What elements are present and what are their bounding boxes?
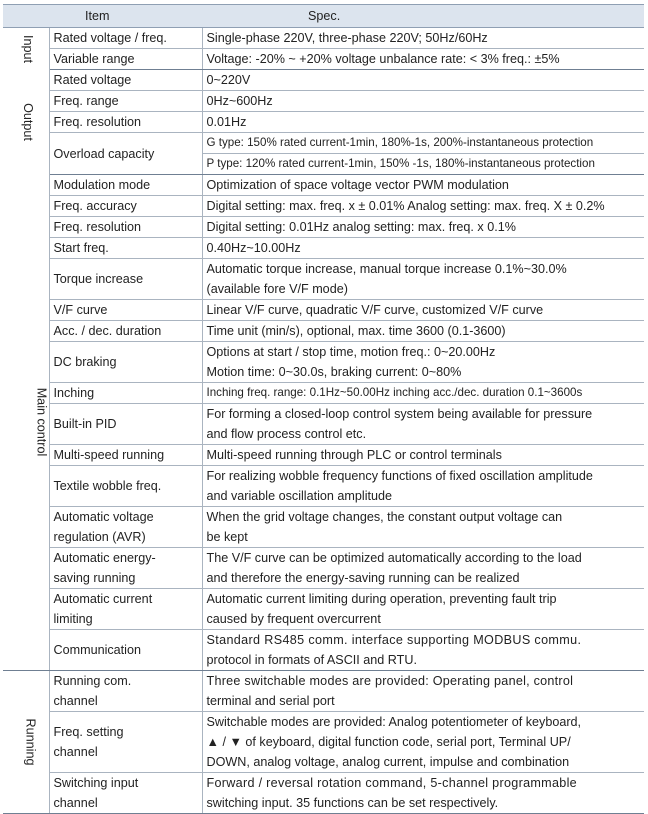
table-row [3, 321, 644, 342]
table-row [3, 112, 644, 133]
spec-cell [202, 404, 644, 445]
spec-cell [202, 548, 644, 589]
item-line: Automatic current [53, 592, 153, 606]
table-row [3, 238, 644, 259]
item-line: Freq. setting [53, 725, 124, 739]
category-running [3, 671, 49, 814]
item-cell: V/F curve [49, 300, 202, 321]
table-header-row [3, 5, 644, 28]
spec-cell: G type: 150% rated current-1min, 180%-1s, 200%-instantaneous protection [202, 133, 644, 154]
item-cell: Variable range [49, 49, 202, 70]
item-line: saving running [53, 571, 136, 585]
table-row [3, 589, 644, 630]
item-cell: Freq. range [49, 91, 202, 112]
spec-cell: Linear V/F curve, quadratic V/F curve, customized V/F curve [202, 300, 644, 321]
item-cell: Textile wobble freq. [49, 466, 202, 507]
item-line: limiting [53, 612, 93, 626]
spec-line: ▲ / ▼ of keyboard, digital function code, serial port, Terminal UP/ [206, 735, 571, 749]
spec-line: Standard RS485 comm. interface supporting MODBUS commu. [206, 633, 582, 647]
spec-line: Motion time: 0~30.0s, braking current: 0~80% [206, 365, 462, 379]
spec-line: be kept [206, 530, 248, 544]
spec-line: caused by frequent overcurrent [206, 612, 381, 626]
spec-line: Switchable modes are provided: Analog potentiometer of keyboard, [206, 715, 582, 729]
spec-line: switching input. 35 functions can be set respectively. [206, 796, 499, 810]
header-spec: Spec. [202, 5, 644, 28]
item-cell: Overload capacity [49, 133, 202, 175]
category-label: Input [20, 34, 35, 63]
spec-table [3, 4, 644, 814]
header-item: Item [49, 5, 202, 28]
category-label: Output [20, 103, 35, 141]
table-row [3, 342, 644, 383]
spec-line: Automatic torque increase, manual torque increase 0.1%~30.0% [206, 262, 567, 276]
spec-cell [202, 671, 644, 712]
spec-cell: Voltage: -20% ~ +20% voltage unbalance rate: < 3% freq.: ±5% [202, 49, 644, 70]
table-row [3, 383, 644, 404]
item-cell [49, 712, 202, 773]
item-line: regulation (AVR) [53, 530, 146, 544]
spec-line: (available fore V/F mode) [206, 282, 348, 296]
category-input [3, 28, 49, 70]
category-label: Running [23, 718, 38, 766]
table-row [3, 548, 644, 589]
spec-line: Automatic current limiting during operation, preventing fault trip [206, 592, 557, 606]
spec-line: For realizing wobble frequency functions of fixed oscillation amplitude [206, 469, 593, 483]
spec-cell: 0Hz~600Hz [202, 91, 644, 112]
spec-line: For forming a closed-loop control system being available for pressure [206, 407, 593, 421]
spec-line: The V/F curve can be optimized automatically according to the load [206, 551, 582, 565]
table-row [3, 404, 644, 445]
spec-line: and variable oscillation amplitude [206, 489, 393, 503]
item-line: channel [53, 694, 98, 708]
table-row [3, 445, 644, 466]
spec-cell [202, 712, 644, 773]
category-label: Main control [34, 387, 49, 457]
spec-cell: Time unit (min/s), optional, max. time 3600 (0.1-3600) [202, 321, 644, 342]
table-row [3, 175, 644, 196]
table-row [3, 712, 644, 773]
spec-line: and flow process control etc. [206, 427, 367, 441]
item-cell [49, 548, 202, 589]
item-line: channel [53, 745, 98, 759]
spec-cell: Digital setting: 0.01Hz analog setting: max. freq. x 0.1% [202, 217, 644, 238]
spec-cell [202, 507, 644, 548]
item-cell [49, 671, 202, 712]
spec-line: protocol in formats of ASCII and RTU. [206, 653, 417, 667]
spec-cell: Optimization of space voltage vector PWM modulation [202, 175, 644, 196]
table-row [3, 91, 644, 112]
spec-line: terminal and serial port [206, 694, 335, 708]
spec-cell: Multi-speed running through PLC or control terminals [202, 445, 644, 466]
spec-line: When the grid voltage changes, the constant output voltage can [206, 510, 563, 524]
item-cell: Rated voltage [49, 70, 202, 91]
spec-line: DOWN, analog voltage, analog current, impulse and combination [206, 755, 570, 769]
item-line: Automatic voltage [53, 510, 154, 524]
spec-line: Options at start / stop time, motion freq.: 0~20.00Hz [206, 345, 496, 359]
table-row [3, 49, 644, 70]
header-category-cell [3, 5, 49, 28]
item-cell: Modulation mode [49, 175, 202, 196]
item-cell: Freq. accuracy [49, 196, 202, 217]
table-row [3, 70, 644, 91]
item-cell [49, 589, 202, 630]
table-row [3, 300, 644, 321]
item-cell [49, 773, 202, 814]
table-row [3, 773, 644, 814]
item-cell [49, 507, 202, 548]
spec-cell [202, 589, 644, 630]
item-line: channel [53, 796, 98, 810]
item-cell: Freq. resolution [49, 217, 202, 238]
table-row [3, 259, 644, 300]
item-cell: Rated voltage / freq. [49, 28, 202, 49]
spec-line: Forward / reversal rotation command, 5-channel programmable [206, 776, 577, 790]
table-row [3, 671, 644, 712]
spec-cell [202, 259, 644, 300]
spec-cell: Inching freq. range: 0.1Hz~50.00Hz inching acc./dec. duration 0.1~3600s [202, 383, 644, 404]
item-cell: Acc. / dec. duration [49, 321, 202, 342]
spec-cell [202, 630, 644, 671]
table-row [3, 28, 644, 49]
table-row [3, 630, 644, 671]
spec-cell: 0~220V [202, 70, 644, 91]
spec-line: Three switchable modes are provided: Operating panel, control [206, 674, 574, 688]
table-row [3, 133, 644, 154]
item-cell: Torque increase [49, 259, 202, 300]
category-output [3, 70, 49, 175]
spec-cell [202, 773, 644, 814]
spec-cell: Digital setting: max. freq. x ± 0.01% Analog setting: max. freq. X ± 0.2% [202, 196, 644, 217]
spec-line: and therefore the energy-saving running can be realized [206, 571, 520, 585]
spec-cell: 0.01Hz [202, 112, 644, 133]
table-row [3, 196, 644, 217]
spec-cell [202, 342, 644, 383]
item-line: Automatic energy- [53, 551, 156, 565]
table-row [3, 466, 644, 507]
table-row [3, 507, 644, 548]
spec-cell: P type: 120% rated current-1min, 150% -1s, 180%-instantaneous protection [202, 154, 644, 175]
item-cell: Multi-speed running [49, 445, 202, 466]
item-line: Switching input [53, 776, 139, 790]
category-main-control [3, 175, 49, 671]
spec-cell [202, 466, 644, 507]
table-row [3, 217, 644, 238]
spec-cell: Single-phase 220V, three-phase 220V; 50Hz/60Hz [202, 28, 644, 49]
item-cell: Start freq. [49, 238, 202, 259]
spec-cell: 0.40Hz~10.00Hz [202, 238, 644, 259]
item-cell: Freq. resolution [49, 112, 202, 133]
item-line: Running com. [53, 674, 132, 688]
item-cell: DC braking [49, 342, 202, 383]
item-cell: Communication [49, 630, 202, 671]
item-cell: Inching [49, 383, 202, 404]
item-cell: Built-in PID [49, 404, 202, 445]
